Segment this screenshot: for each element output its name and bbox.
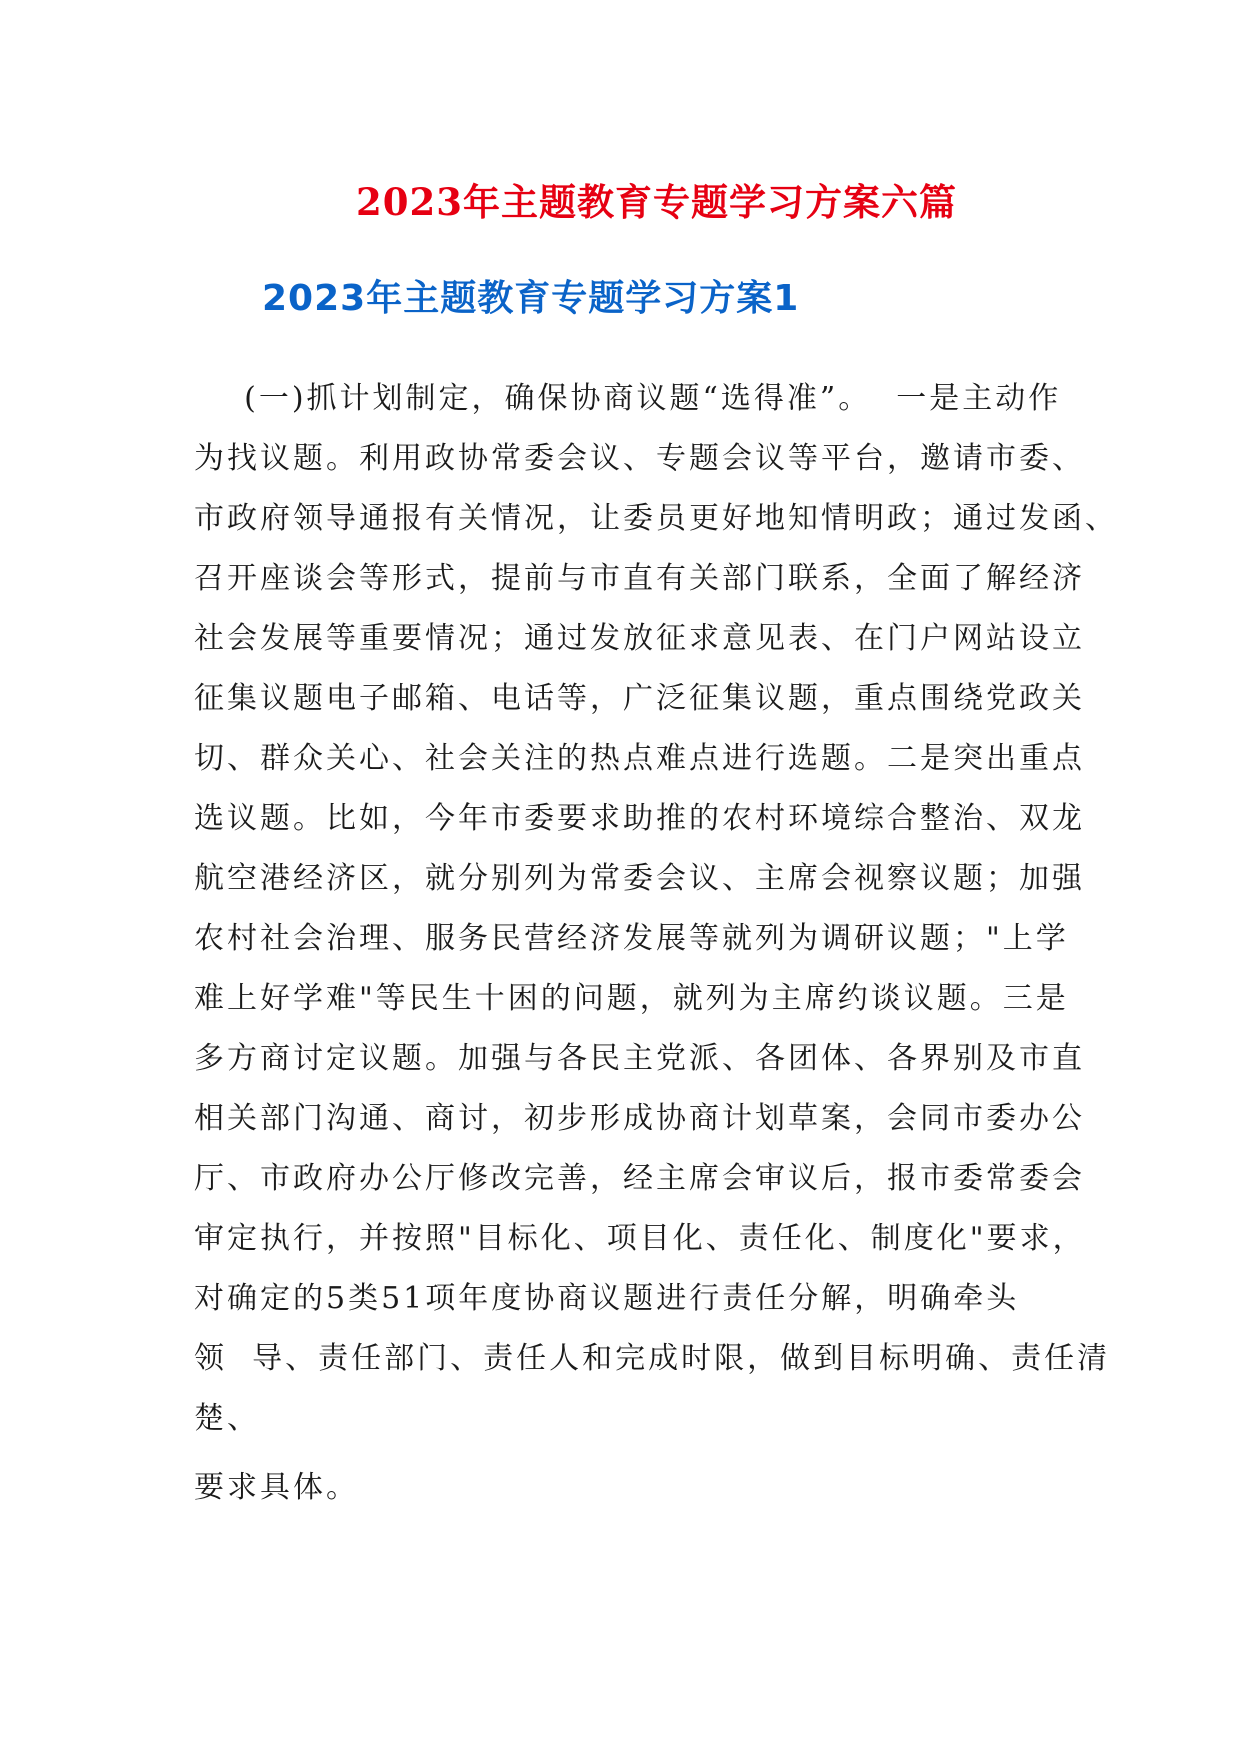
- section-title: 2023年主题教育专题学习方案1: [262, 278, 800, 319]
- paragraph-line: 征集议题电子邮箱、电话等，广泛征集议题，重点围绕党政关: [194, 681, 1085, 716]
- paragraph-line: 农村社会治理、服务民营经济发展等就列为调研议题；"上学: [194, 921, 1069, 956]
- paragraph-line: 难上好学难"等民生十困的问题，就列为主席约谈议题。三是: [194, 981, 1069, 1016]
- paragraph-line: 对确定的5类51项年度协商议题进行责任分解，明确牵头: [194, 1281, 1020, 1316]
- paragraph-line: 楚、: [194, 1401, 260, 1436]
- paragraph-line: 为找议题。利用政协常委会议、专题会议等平台，邀请市委、: [194, 441, 1085, 476]
- paragraph-line: 审定执行，并按照"目标化、项目化、责任化、制度化"要求，: [194, 1221, 1086, 1256]
- paragraph-line: 多方商讨定议题。加强与各民主党派、各团体、各界别及市直: [194, 1041, 1085, 1076]
- paragraph-line: 厅、市政府办公厅修改完善，经主席会审议后，报市委常委会: [194, 1161, 1085, 1196]
- document-title: 2023年主题教育专题学习方案六篇: [356, 180, 957, 224]
- paragraph-line: 领 导、责任部门、责任人和完成时限，做到目标明确、责任清: [194, 1341, 1111, 1376]
- closing-line: 要求具体。: [194, 1470, 359, 1505]
- paragraph-line: 航空港经济区，就分别列为常委会议、主席会视察议题；加强: [194, 861, 1085, 896]
- paragraph-line: 选议题。比如，今年市委要求助推的农村环境综合整治、双龙: [194, 801, 1085, 836]
- paragraph-line: 市政府领导通报有关情况，让委员更好地知情明政；通过发函、: [194, 501, 1118, 536]
- paragraph-line: 社会发展等重要情况；通过发放征求意见表、在门户网站设立: [194, 621, 1085, 656]
- paragraph-line: 切、群众关心、社会关注的热点难点进行选题。二是突出重点: [194, 741, 1085, 776]
- paragraph-line: (一)抓计划制定，确保协商议题“选得准”。 一是主动作: [194, 381, 1062, 416]
- paragraph-line: 相关部门沟通、商讨，初步形成协商计划草案，会同市委办公: [194, 1101, 1085, 1136]
- paragraph-line: 召开座谈会等形式，提前与市直有关部门联系，全面了解经济: [194, 561, 1085, 596]
